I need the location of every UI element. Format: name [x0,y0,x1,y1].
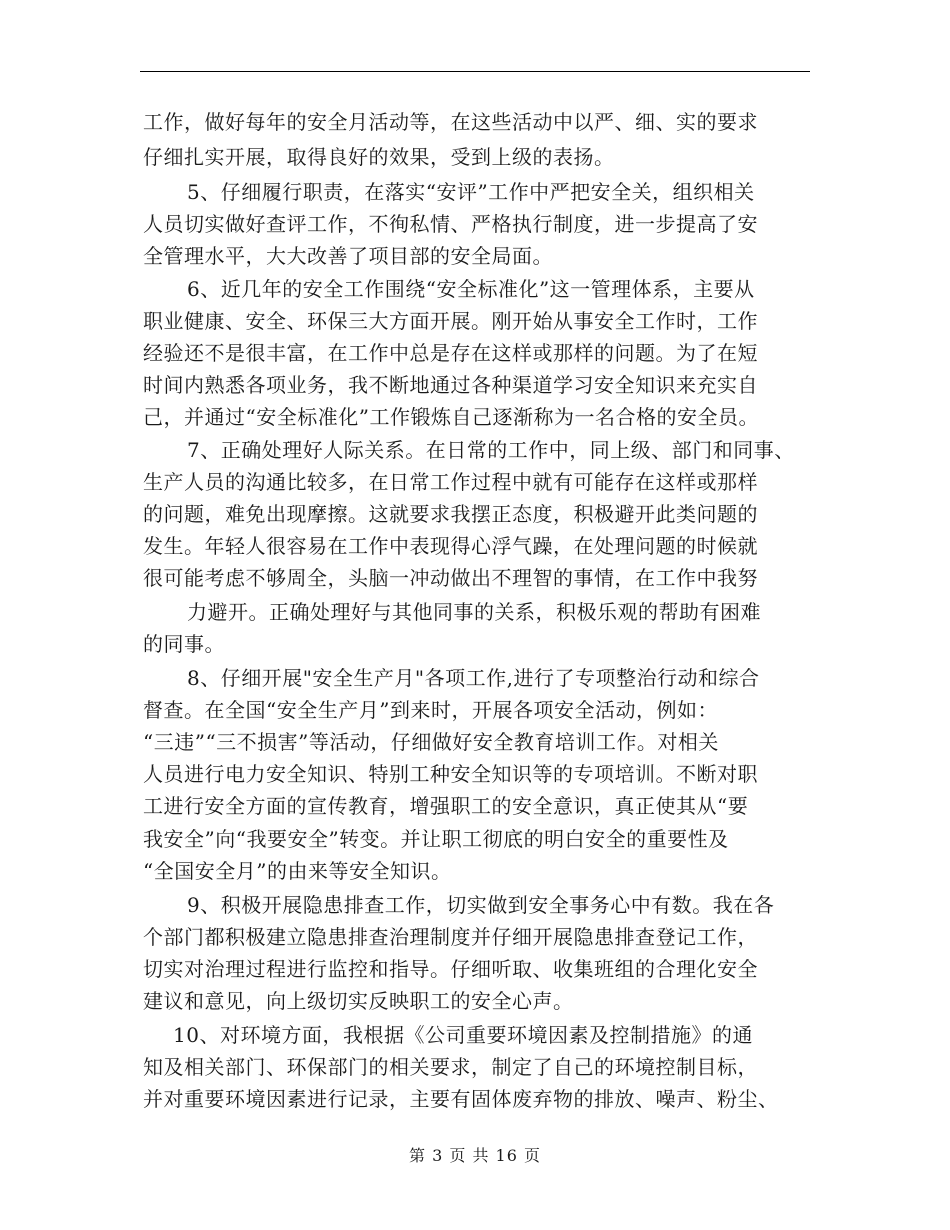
text-line: 9、积极开展隐患排查工作，切实做到安全事务心中有数。我在各 [187,893,775,917]
text-line: 仔细扎实开展，取得良好的效果，受到上级的表扬。 [143,145,615,169]
text-line: 5、仔细履行职责，在落实“安评”工作中严把安全关，组织相关 [187,180,755,204]
text-line: “三违”“三不损害”等活动，仔细做好安全教育培训工作。对相关 [143,730,719,754]
text-line: “全国安全月”的由来等安全知识。 [143,859,452,883]
text-line: 时间内熟悉各项业务，我不断地通过各种渠道学习安全知识来充实自 [143,373,758,397]
text-line: 并对重要环境因素进行记录，主要有固体废弃物的排放、噪声、粉尘、 [143,1087,779,1111]
text-line: 10、对环境方面，我根据《公司重要环境因素及控制措施》的通 [173,1023,753,1047]
text-line: 职业健康、安全、环保三大方面开展。刚开始从事安全工作时，工作 [143,309,758,333]
text-line: 全管理水平，大大改善了项目部的安全局面。 [143,244,553,268]
text-line: 个部门都积极建立隐患排查治理制度并仔细开展隐患排查登记工作， [143,925,758,949]
text-line: 人员切实做好查评工作，不徇私情、严格执行制度，进一步提高了安 [143,212,758,236]
text-line: 督查。在全国“安全生产月”到来时，开展各项安全活动，例如： [143,698,718,722]
text-line: 工作，做好每年的安全月活动等，在这些活动中以严、细、实的要求 [143,110,758,134]
text-line: 很可能考虑不够周全，头脑一冲动做出不理智的事情，在工作中我努 [143,566,758,590]
text-line: 己，并通过“安全标准化”工作锻炼自己逐渐称为一名合格的安全员。 [143,405,759,429]
text-line: 的问题，难免出现摩擦。这就要求我摆正态度，积极避开此类问题的 [143,502,758,526]
text-line: 生产人员的沟通比较多，在日常工作过程中就有可能存在这样或那样 [143,470,758,494]
text-line: 的同事。 [143,632,225,656]
text-line: 知及相关部门、环保部门的相关要求，制定了自己的环境控制目标， [143,1055,758,1079]
header-rule [140,71,810,72]
text-line: 力避开。正确处理好与其他同事的关系，积极乐观的帮助有困难 [187,600,761,624]
text-line: 人员进行电力安全知识、特别工种安全知识等的专项培训。不断对职 [143,762,758,786]
text-line: 我安全”向“我要安全”转变。并让职工彻底的明白安全的重要性及 [143,827,729,851]
text-line: 8、仔细开展"安全生产月"各项工作,进行了专项整治行动和综合 [187,666,760,690]
text-line: 工进行安全方面的宣传教育，增强职工的安全意识，真正使其从“要 [143,794,749,818]
text-line: 建议和意见，向上级切实反映职工的安全心声。 [143,989,574,1013]
text-line: 7、正确处理好人际关系。在日常的工作中，同上级、部门和同事、 [187,438,795,462]
page-footer: 第 3 页 共 16 页 [409,1146,541,1165]
text-line: 切实对治理过程进行监控和指导。仔细听取、收集班组的合理化安全 [143,957,758,981]
text-line: 6、近几年的安全工作围绕“安全标准化”这一管理体系，主要从 [187,277,755,301]
text-line: 经验还不是很丰富，在工作中总是存在这样或那样的问题。为了在短 [143,341,758,365]
text-line: 发生。年轻人很容易在工作中表现得心浮气躁，在处理问题的时候就 [143,534,758,558]
